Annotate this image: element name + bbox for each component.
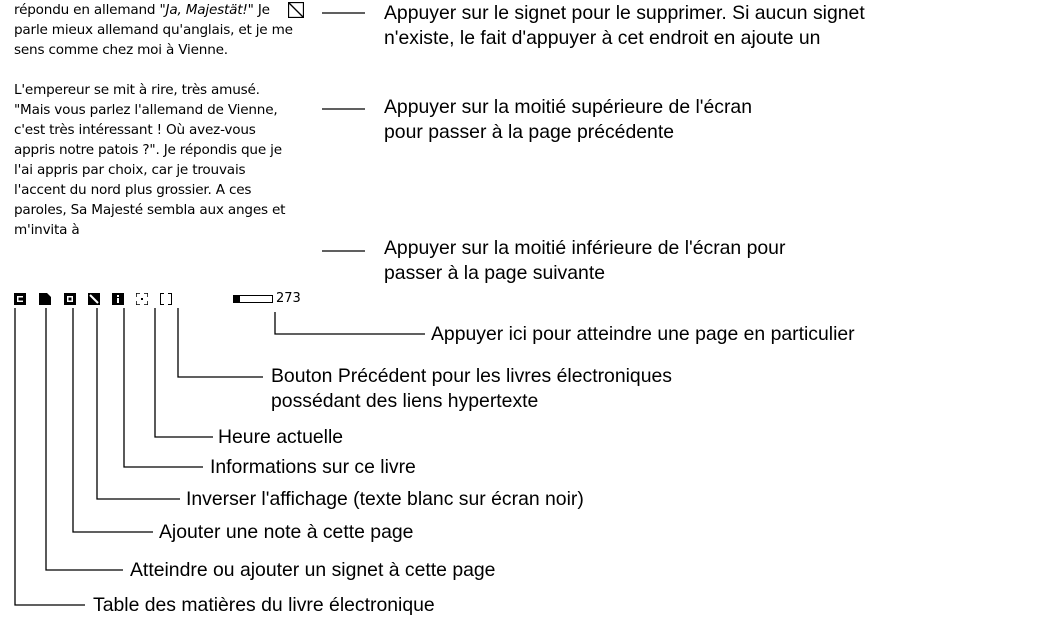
- callout-current-time: Heure actuelle: [218, 426, 344, 448]
- callout-back-button: Bouton Précédent pour les livres électroniques possédant des liens hypertexte: [271, 365, 672, 412]
- callout-go-to-page: Appuyer ici pour atteindre une page en particulier: [431, 323, 855, 345]
- callout-book-info: Informations sur ce livre: [210, 456, 416, 478]
- callout-add-note: Ajouter une note à cette page: [159, 521, 414, 543]
- callout-table-of-contents: Table des matières du livre électronique: [93, 594, 435, 616]
- page-number[interactable]: 273: [276, 291, 301, 306]
- callout-bookmark-page: Atteindre ou ajouter un signet à cette page: [130, 559, 496, 581]
- paragraph-1: répondu en allemand "Ja, Majestät!" Je parle mieux allemand qu'anglais, et je me sens comme chez moi à Vienne.: [14, 2, 293, 58]
- callout-next-page: Appuyer sur la moitié inférieure de l'écran pour passer à la page suivante: [384, 237, 786, 284]
- callout-previous-page: Appuyer sur la moitié supérieure de l'écran pour passer à la page précédente: [384, 96, 753, 143]
- callout-invert-display: Inverser l'affichage (texte blanc sur écran noir): [186, 488, 584, 510]
- paragraph-2: L'empereur se mit à rire, très amusé. "Mais vous parlez l'allemand de Vienne, c'est très intéressant ! Où avez-vous appris notre patois ?". Je répondis que je l'ai appris par choix, car je trouvais l'accent du nord plus grossier. A ces paroles, Sa Majesté sembla aux anges et m'invita à: [14, 82, 286, 238]
- callout-bookmark: Appuyer sur le signet pour le supprimer. Si aucun signet n'existe, le fait d'appuyer à cet endroit en ajoute un: [384, 2, 865, 49]
- italic-phrase: Ja, Majestät!: [165, 2, 248, 18]
